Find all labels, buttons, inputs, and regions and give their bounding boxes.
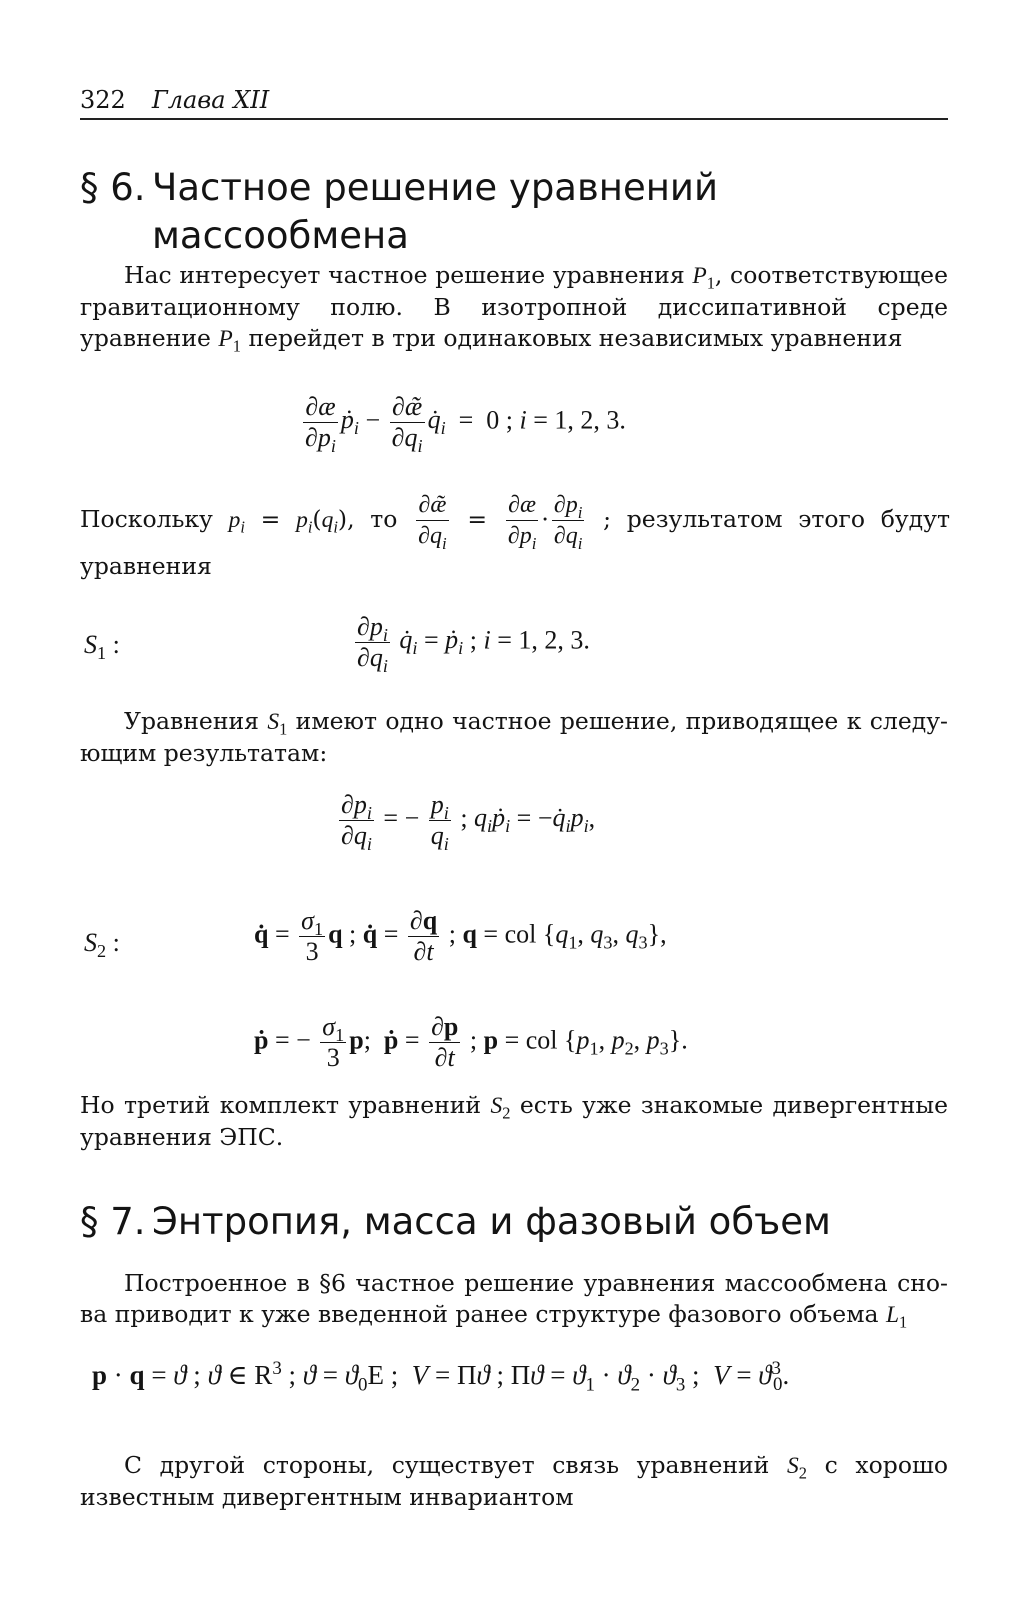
paragraph-eps: Но третий комплект уравнений $S_2$ есть уже знакомые дивергентные уравнения ЭПС. — [80, 1091, 948, 1151]
equation-results: $\frac{\partial p_i}{\partial q_i}$ = − $\frac{p_i}{q_i}$ ; $q_iṗ_i$ = $-q̇_ip_i$, — [341, 790, 596, 855]
equation-phase-volume: p · q = ϑ ; ϑ ∈ $R^3$ ; $ϑ = ϑ_0E$ ; V = Πϑ ; $\Pi ϑ = ϑ_1 \cdot ϑ_2 \cdot ϑ_3$ ; $V = ϑ^3_0$. — [92, 1358, 790, 1396]
section-7-title: § 7. Энтропия, масса и фазовый объем — [80, 1200, 831, 1243]
paragraph-invariant: С другой стороны, существует связь уравнений $S_2$ с хорошо известным дивергентным инвариантом — [80, 1451, 948, 1511]
paragraph-since: Поскольку $p_i = p_i(q_i)$, то $\frac{\partial æ̃}{\partial q_i}$ = $\frac{\partial æ}{\partial p_i}$ · $\frac{\partial p_i}{\partial q_i}$ ; результатом этого будут уравнения — [80, 492, 950, 580]
paragraph-intro: Нас интересует частное решение уравнения $P_1$, соответствующее гравитационному полю. В изотропной диссипативной среде уравнение $P_1$ перейдет в три одинаковых независимых уравнения — [80, 261, 948, 356]
chapter-title: Глава XII — [151, 86, 270, 114]
label-s2: $S_2$ : — [84, 928, 120, 962]
paragraph-s1-solution: Уравнения $S_1$ имеют одно частное решение, приводящее к следующим результатам: — [80, 707, 948, 767]
label-s1: $S_1$ : — [84, 630, 120, 664]
page-number: 322 — [80, 86, 126, 114]
equation-s1: $\frac{\partial p_i}{\partial q_i}$ $q̇_i$ = ṗ$_i$ ; i = 1, 2, 3. — [357, 612, 590, 677]
equation-mass-exchange: $\frac{\partial æ}{\partial p_i}$ ṗ$_i$ − $\frac{\partial æ̃}{\partial q_i}$ $q̇_i = 0$ ; i = 1, 2, 3. — [305, 392, 626, 457]
equation-s2-q: q̇ = $\frac{\sigma_1}{3}$ q ; q̇ = $\frac{\partial q}{\partial t}$ ; q = col {$q_1$, $q_3$, $q_3$}, — [254, 906, 667, 966]
equation-s2-p: ṗ = − $\frac{\sigma_1}{3}$ p; ṗ = $\frac{\partial p}{\partial t}$ ; p = col {$p_1$, $p_2$, $p_3$}. — [254, 1012, 688, 1072]
section-6-title: § 6. Частное решение уравнений массообмена — [80, 166, 719, 257]
header-rule — [80, 118, 948, 120]
running-head — [80, 86, 945, 114]
paragraph-phase-volume: Построенное в §6 частное решение уравнения массообмена снова приводит к уже введенной ранее структуре фазового объема $L_1$ — [80, 1269, 948, 1332]
